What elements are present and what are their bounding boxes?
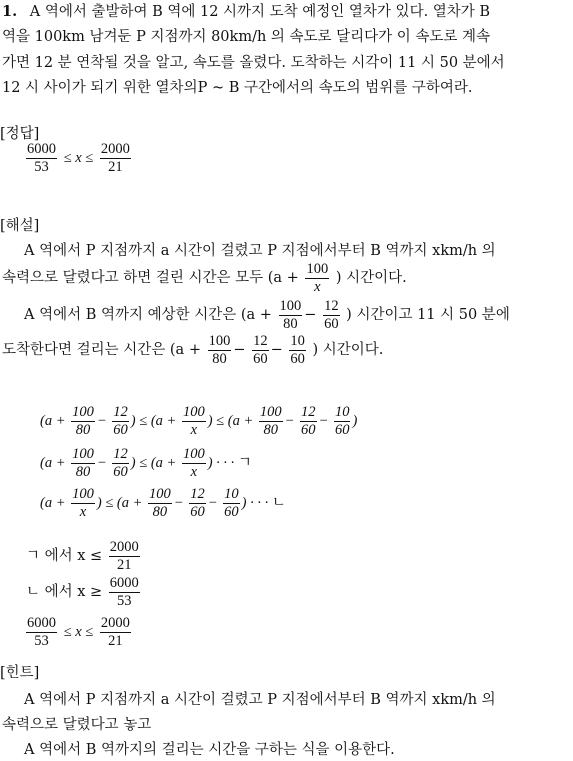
problem-number: 1.	[2, 3, 18, 20]
problem-line-1	[2, 2, 490, 22]
result-line-1: ㄱ 에서 x ≤ $\frac{2000}{21}$	[26, 538, 139, 573]
math-line-2: (a + $\frac{100}{80}$ − $\frac{12}{60}$ ) ≤ (a + $\frac{100}{x}$ ) · · · ㄱ	[40, 446, 252, 481]
problem-line-2: 역을 100km 남겨둔 P 지점까지 80km/h 의 속도로 달리다가 이 속도로 계속	[2, 29, 491, 45]
answer-middle: ≤ x ≤	[63, 150, 94, 166]
hint-line-2: 속력으로 달렸다고 놓고	[2, 717, 152, 733]
answer-inequality	[24, 138, 133, 178]
explanation-line-4: 도착한다면 걸리는 시간은 (a + $\frac{100}{80}$ − $\frac{12}{60}$ − $\frac{10}{60}$ ) 시간이다.	[2, 332, 384, 367]
problem-line-3: 가면 12 분 연착될 것을 알고, 속도를 올렸다. 도착하는 시각이 11 시 50 분에서	[2, 55, 505, 71]
result-line-3: $\frac{6000}{53}$ ≤ x ≤ $\frac{2000}{21}$	[27, 614, 130, 649]
hint-line-3: A 역에서 B 역까지의 걸리는 시간을 구하는 식을 이용한다.	[24, 742, 395, 758]
explanation-line-3: A 역에서 B 역까지 예상한 시간은 (a + $\frac{100}{80}$ − $\frac{12}{60}$ ) 시간이고 11 시 50 분에	[24, 297, 510, 332]
mark-nieun: ㄴ	[271, 495, 286, 511]
explanation-label: [해설]	[0, 218, 40, 234]
answer-label: [정답]	[0, 126, 40, 142]
math-line-3: (a + $\frac{100}{x}$ ) ≤ (a + $\frac{100}{80}$ − $\frac{12}{60}$ − $\frac{10}{60}$ ) · · · ㄴ	[40, 486, 286, 521]
mark-giyeok: ㄱ	[237, 455, 252, 471]
explanation-line-1: A 역에서 P 지점까지 a 시간이 걸렸고 P 지점에서부터 B 역까지 xkm/h 의	[24, 243, 496, 259]
explanation-line-2: 속력으로 달렸다고 하면 걸린 시간은 모두 (a + $\frac{100}{x}$ ) 시간이다.	[2, 260, 407, 295]
problem-text: A 역에서 출발하여 B 역에 12 시까지 도착 예정인 열차가 있다. 열차가 B	[29, 4, 491, 20]
answer-upper-fraction: $\frac{2000}{21}$	[100, 140, 130, 175]
result-line-2: ㄴ 에서 x ≥ $\frac{6000}{53}$	[26, 574, 139, 609]
answer-lower-fraction: $\frac{6000}{53}$	[27, 140, 56, 175]
hint-label: [힌트]	[0, 665, 40, 681]
hint-line-1: A 역에서 P 지점까지 a 시간이 걸렸고 P 지점에서부터 B 역까지 xkm/h 의	[24, 692, 496, 708]
problem-line-4: 12 시 사이가 되기 위한 열차의P ~ B 구간에서의 속도의 범위를 구하여라.	[2, 80, 473, 96]
math-line-1: (a + $\frac{100}{80}$ − $\frac{12}{60}$ ) ≤ (a + $\frac{100}{x}$ ) ≤ (a + $\frac{100}{80}$ − $\frac{12}{60}$ − $\frac{10}{60}$ )	[40, 404, 358, 439]
